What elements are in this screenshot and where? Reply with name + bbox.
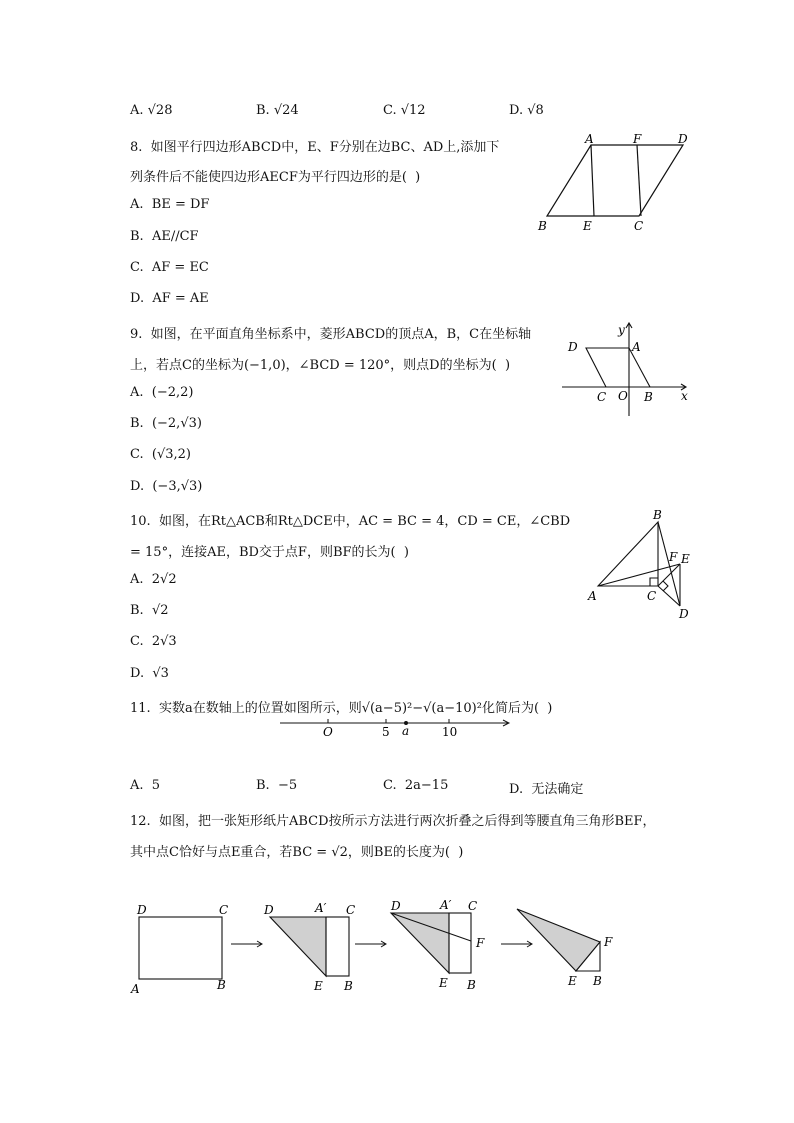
q9-stem-line2: 上，若点C的坐标为(−1,0)，∠BCD = 120°，则点D的坐标为( ) (130, 358, 511, 373)
fig1-label-a: A (131, 982, 140, 996)
triangle-acb (598, 522, 658, 586)
label-d: D (679, 607, 689, 620)
segment-ae (598, 564, 680, 586)
label-b: B (538, 219, 547, 233)
label-c: C (647, 589, 657, 603)
q10-option-a: A. 2√2 (130, 572, 177, 587)
fig3-label-b: B (467, 978, 476, 992)
label-y: y (618, 323, 625, 337)
arrow-2 (355, 941, 386, 947)
label-b: B (653, 508, 662, 522)
arrow-3 (501, 941, 532, 947)
label-c: C (634, 219, 644, 233)
label-a: a (402, 724, 410, 738)
right-angle-dce (663, 581, 668, 591)
fig3-second-fold (390, 898, 485, 992)
fig4-label-f: F (604, 935, 613, 949)
fig2-label-e: E (314, 979, 323, 993)
q8-option-a: A. BE = DF (130, 197, 210, 212)
q12-stem-line2: 其中点C恰好与点E重合，若BC = √2，则BE的长度为( ) (130, 845, 464, 860)
fig2-first-fold (263, 901, 355, 993)
fig3-label-e: E (439, 976, 448, 990)
label-a: A (632, 340, 641, 354)
q9-option-c: C. (√3,2) (130, 447, 191, 462)
label-b: B (644, 390, 653, 404)
q7-option-b: B. √24 (256, 103, 299, 118)
q8-option-b: B. AE//CF (130, 229, 199, 244)
q7-option-a: A. √28 (130, 103, 173, 118)
fig3-label-c: C (468, 899, 478, 913)
fig1-label-b: B (217, 978, 226, 992)
segment-ae (591, 145, 594, 216)
fig4-label-b: B (593, 974, 602, 988)
q12-stem-line1: 12. 如图，把一张矩形纸片ABCD按所示方法进行两次折叠之后得到等腰直角三角形BEF， (130, 814, 656, 829)
fig3-label-f: F (476, 936, 485, 950)
fig3-folded-triangle (391, 913, 449, 973)
fig2-label-b: B (344, 979, 353, 993)
right-angle-c (650, 578, 658, 586)
fig1-label-c: C (219, 903, 229, 917)
q8-stem-line2: 列条件后不能使四边形AECF为平行四边形的是( ) (130, 170, 421, 185)
q9-option-a: A. (−2,2) (130, 385, 194, 400)
q11-option-b: B. −5 (256, 778, 298, 793)
q10-option-d: D. √3 (130, 666, 169, 681)
rectangle-abcd (139, 917, 222, 979)
label-d: D (678, 132, 688, 146)
fig2-label-a1: A′ (315, 901, 327, 915)
fig4-result (517, 909, 613, 988)
q8-stem-line1: 8. 如图平行四边形ABCD中，E、F分别在边BC、AD上,添加下 (130, 140, 500, 155)
label-e: E (681, 552, 690, 566)
q11-stem: 11. 实数a在数轴上的位置如图所示，则√(a−5)²−√(a−10)²化简后为( ) (130, 701, 553, 716)
label-a: A (588, 589, 597, 603)
q11-number-line (278, 714, 518, 740)
segment-fc (637, 145, 641, 216)
fig3-label-d: D (391, 899, 401, 913)
fig2-strip (326, 917, 349, 976)
label-f: F (633, 132, 642, 146)
q9-option-d: D. (−3,√3) (130, 479, 203, 494)
q12-folding-figures (124, 896, 624, 996)
label-d: D (568, 340, 578, 354)
label-5: 5 (382, 725, 390, 739)
q11-option-a: A. 5 (130, 778, 161, 793)
fig3-label-a1: A′ (440, 898, 452, 912)
segment-bd (658, 522, 680, 606)
label-10: 10 (442, 725, 458, 739)
label-c: C (597, 390, 607, 404)
q8-parallelogram-figure (530, 130, 700, 240)
q10-option-b: B. √2 (130, 603, 169, 618)
label-o: O (618, 389, 628, 403)
label-a: A (585, 132, 594, 146)
q9-coordinate-figure (556, 318, 696, 418)
fig1-label-d: D (137, 903, 147, 917)
q11-option-d: D. 无法确定 (509, 782, 584, 797)
label-e: E (583, 219, 592, 233)
q8-option-c: C. AF = EC (130, 260, 209, 275)
q7-option-d: D. √8 (509, 103, 544, 118)
label-x: x (681, 389, 688, 403)
q10-stem-line2: = 15°，连接AE，BD交于点F，则BF的长为( ) (130, 545, 409, 560)
parallelogram-abcd (547, 145, 683, 216)
fig3-strip (449, 913, 471, 973)
q10-stem-line1: 10. 如图，在Rt△ACB和Rt△DCE中，AC = BC = 4，CD = CE，∠CBD (130, 514, 571, 529)
fig1-rectangle (130, 903, 228, 996)
arrow-1 (231, 941, 262, 947)
fig4-label-e: E (568, 974, 577, 988)
q9-stem-line1: 9. 如图，在平面直角坐标系中，菱形ABCD的顶点A，B，C在坐标轴 (130, 327, 532, 342)
q8-option-d: D. AF = AE (130, 291, 209, 306)
fig2-label-d: D (264, 903, 274, 917)
q7-option-c: C. √12 (383, 103, 426, 118)
segment-cd (658, 586, 680, 606)
q10-option-c: C. 2√3 (130, 634, 177, 649)
q11-option-c: C. 2a−15 (383, 778, 449, 793)
fig2-label-c: C (346, 903, 356, 917)
q10-triangle-figure (584, 508, 700, 620)
q9-option-b: B. (−2,√3) (130, 416, 202, 431)
fig2-folded-triangle (270, 917, 326, 976)
label-f: F (669, 550, 678, 564)
label-o: O (323, 725, 333, 739)
